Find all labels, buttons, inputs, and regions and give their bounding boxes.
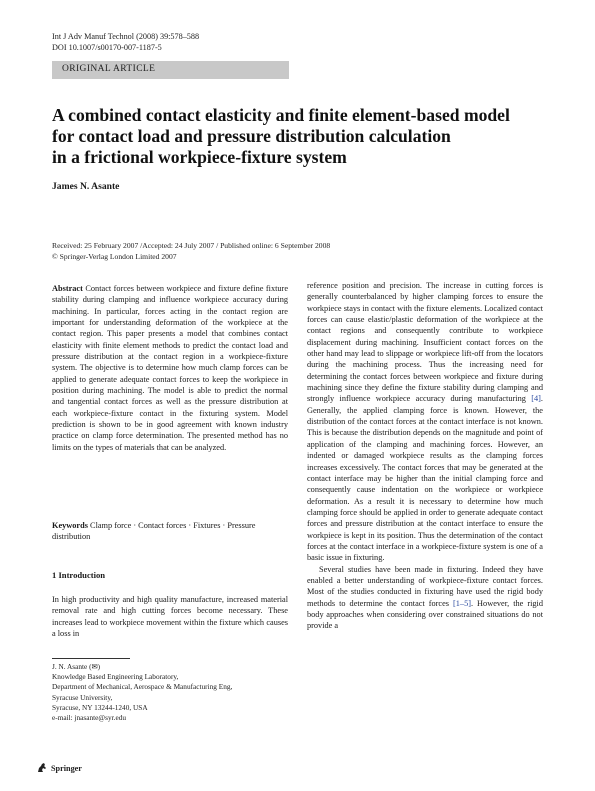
publisher-footer — [36, 762, 82, 774]
abstract-label: Abstract — [52, 284, 83, 293]
paper-title — [52, 105, 552, 168]
paragraph-text: Several studies have been made in fixturing. Indeed they have enabled a better understanding of workpiece-fixture contact forces. Most of the studies conducted in fixturing have used the rigid body methods to determine the contact forces — [307, 564, 543, 608]
keywords-text: Clamp force · Contact forces · Fixtures · Pressure distribution — [52, 521, 256, 542]
citation-link[interactable]: [4] — [531, 394, 541, 404]
title-line: for contact load and pressure distribution calculation — [52, 126, 451, 146]
author-name: James N. Asante — [52, 181, 120, 192]
footnote-divider — [52, 658, 130, 659]
article-type-banner — [52, 61, 289, 79]
received-accepted-line: Received: 25 February 2007 /Accepted: 24 July 2007 / Published online: 6 September 2008 — [52, 241, 331, 250]
paragraph-text: . However, the rigid body approaches when considering over constrained situations do not provide a — [307, 598, 543, 631]
journal-citation — [52, 31, 199, 53]
springer-horse-icon — [36, 762, 48, 774]
keywords-label: Keywords — [52, 521, 88, 530]
title-line: in a frictional workpiece-fixture system — [52, 147, 347, 167]
affiliation-line: Syracuse, NY 13244-1240, USA — [52, 702, 148, 712]
introduction-text: In high productivity and high quality manufacture, increased material removal rate and high cutting forces become necessary. These increases lead to workpiece movement within the fixture which causes a loss in — [52, 595, 288, 639]
affiliation-line: Syracuse University, — [52, 692, 113, 702]
publication-dates — [52, 241, 330, 262]
citation-link[interactable]: [1–5] — [453, 598, 471, 608]
article-type-label: ORIGINAL ARTICLE — [62, 64, 156, 74]
affiliation-line: Department of Mechanical, Aerospace & Manufacturing Eng, — [52, 682, 233, 692]
paragraph — [307, 564, 543, 632]
paragraph-text: . Generally, the applied clamping force is known. However, the distribution of the contact forces at the contact interface is not known. This is because the distribution depends on the magnitude and point of application of the clamping and machining forces. However, an indented or damaged workpiece results as the clamping forces increases excessively. The contact forces that may be generated at the contact interface may be higher than the initial clamping force and consequently cause indentation on the workpiece or workpiece deformation. As a result it is necessary to determine how much clamping force should be applied in order to generate adequate contact forces and pressure distribution at the contact interface to ensure the workpiece is kept in its position. Thus the determination of the contact forces at the contact interface in a workpiece-fixture system is one of a basic issue in fixturing. — [307, 394, 543, 563]
copyright-line: © Springer-Verlag London Limited 2007 — [52, 251, 177, 261]
doi-line: DOI 10.1007/s00170-007-1187-5 — [52, 43, 162, 52]
right-column-text — [307, 280, 543, 632]
journal-line: Int J Adv Manuf Technol (2008) 39:578–588 — [52, 32, 200, 41]
email-line[interactable]: e-mail: jnasante@syr.edu — [52, 713, 126, 723]
publisher-name: Springer — [51, 763, 82, 773]
paragraph-text: reference position and precision. The increase in cutting forces is generally counterbalanced by higher clamping forces to ensure the workpiece stays in contact with the fixture elements. Localized contact forces can cause elastic/plastic deformation of the workpiece at the contact regions and consequently contribute to workpiece displacement during machining. Insufficient contact forces on the other hand may lead to slippage or workpiece lift-off from the locators during the machining process. Thus the increasing need for determining the contact forces between workpiece and fixture during machining since they define the fixture stability during clamping and strongly influence workpiece accuracy during manufacturing — [307, 281, 543, 404]
affiliation-line: J. N. Asante (✉) — [52, 662, 101, 671]
paragraph — [307, 280, 543, 564]
title-line: A combined contact elasticity and finite element-based model — [52, 105, 510, 125]
author-affiliation — [52, 662, 232, 723]
keywords — [52, 520, 288, 543]
abstract-text: Contact forces between workpiece and fixture define fixture stability during clamping and influence workpiece accuracy during machining. In particular, forces acting in the contact region are important for understanding deformation of the workpiece at the contact region. This paper presents a model that combines contact elasticity with finite element methods to predict the contact load and pressure distribution at the contact region in a workpiece-fixture system. The objective is to determine how much clamp forces can be applied to generate adequate contact forces to keep the workpiece in position during machining. The model is able to predict the normal and tangential contact forces as well as the pressure distribution at each workpiece-fixture contact in the fixturing system. Model prediction is shown to be in good agreement with known industry practice on clamp force determination. The presented method has no limits on the types of materials that can be analyzed. — [52, 284, 289, 452]
section-heading: 1 Introduction — [52, 570, 106, 580]
affiliation-line: Knowledge Based Engineering Laboratory, — [52, 672, 179, 682]
abstract — [52, 283, 288, 453]
